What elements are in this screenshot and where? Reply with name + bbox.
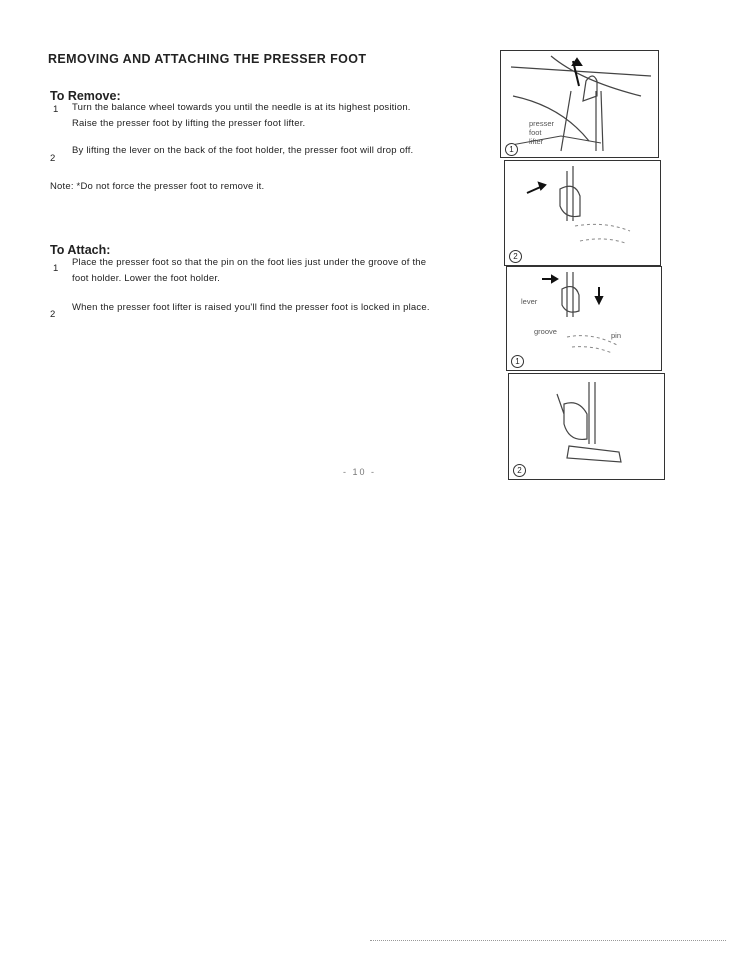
attach-step-1-number: 1 — [53, 263, 59, 274]
figure-3-illustration — [507, 267, 661, 370]
scan-divider — [370, 940, 726, 943]
figure-lever-drop-off — [504, 160, 661, 266]
remove-step-1-line-1: Turn the balance wheel towards you until the needle is at its highest position. — [72, 102, 411, 113]
remove-step-2-number: 2 — [50, 153, 56, 164]
figure-3-label-pin: pin — [611, 331, 622, 340]
remove-heading: To Remove: — [50, 89, 121, 103]
figure-foot-locked — [508, 373, 665, 480]
remove-step-1-number: 1 — [53, 104, 59, 115]
attach-step-2-line-1: When the presser foot lifter is raised you'll find the presser foot is locked in place. — [72, 302, 430, 313]
remove-note: Note: *Do not force the presser foot to remove it. — [50, 181, 265, 192]
remove-step-1-line-2: Raise the presser foot by lifting the presser foot lifter. — [72, 118, 306, 129]
figure-3-label-groove: groove — [534, 327, 557, 336]
page-number: - 10 - — [343, 467, 377, 477]
remove-step-2-line-1: By lifting the lever on the back of the foot holder, the presser foot will drop off. — [72, 145, 414, 156]
figure-2-badge: 2 — [509, 250, 522, 263]
figure-1-label-foot: foot — [529, 128, 542, 137]
figure-groove-and-pin — [506, 266, 662, 371]
figure-presser-foot-lifter — [500, 50, 659, 158]
figure-4-badge: 2 — [513, 464, 526, 477]
figure-1-label-presser: presser — [529, 119, 555, 128]
figure-3-label-lever: lever — [521, 297, 538, 306]
attach-step-2-number: 2 — [50, 309, 56, 320]
figure-1-illustration — [501, 51, 658, 157]
figure-2-illustration — [505, 161, 660, 265]
figure-3-badge: 1 — [511, 355, 524, 368]
page-title: REMOVING AND ATTACHING THE PRESSER FOOT — [48, 52, 367, 66]
figure-4-illustration — [509, 374, 664, 479]
figure-1-label-lifter: lifter — [529, 137, 544, 146]
figure-1-badge: 1 — [505, 143, 518, 156]
attach-step-1-line-2: foot holder. Lower the foot holder. — [72, 273, 221, 284]
attach-step-1-line-1: Place the presser foot so that the pin on the foot lies just under the groove of the — [72, 257, 427, 268]
attach-heading: To Attach: — [50, 243, 111, 257]
